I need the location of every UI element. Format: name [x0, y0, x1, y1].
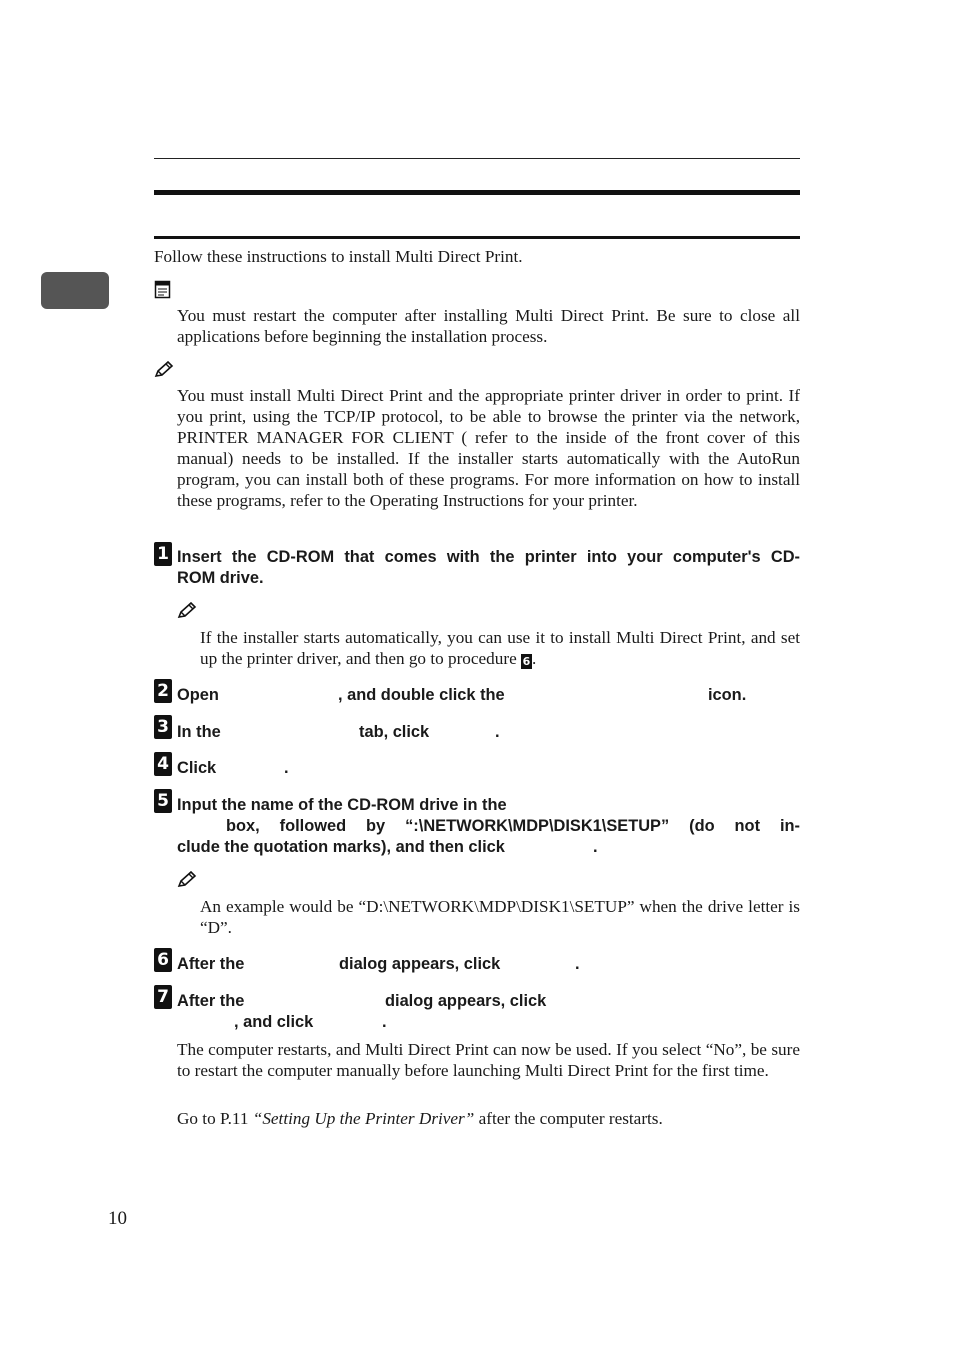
step-text: dialog appears, click — [385, 992, 547, 1010]
step-text: clude the quotation marks), and then click — [177, 838, 505, 856]
step-text: Insert the CD-ROM that comes with the printer into your computer's CD- — [177, 548, 800, 566]
step-text: . — [593, 838, 598, 856]
step-text: , and click — [234, 1013, 314, 1031]
step-number: 2 — [154, 679, 172, 703]
step-number: 1 — [154, 542, 172, 566]
step-number: 6 — [154, 948, 172, 972]
important-text: You must restart the computer after installing Multi Direct Print. Be sure to close all applications before beginning the installation process. — [177, 306, 800, 346]
pencil-note-icon — [177, 602, 197, 620]
note-text: You must install Multi Direct Print and the appropriate printer driver in order to print. If you print, using the TCP/IP protocol, to be able to browse the printer via the network, PRINTER MANAGER FOR CLIENT ( refer to the inside of the front cover of this manual) needs to be installed. If the installer starts automatically with the AutoRun program, you can install both of these programs. For more information on how to install these programs, refer to the Operating Instructions for your printer. — [177, 386, 800, 510]
step-text: Open — [177, 686, 219, 704]
result-text: The computer restarts, and Multi Direct Print can now be used. If you select “No”, be sure to restart the computer manually before launching Multi Direct Print for the first time. — [177, 1040, 800, 1080]
intro-text: Follow these instructions to install Multi Direct Print. — [154, 247, 523, 266]
step-text: . — [575, 955, 580, 973]
header-thin-rule — [154, 158, 800, 159]
chapter-tab — [41, 272, 109, 309]
memo-icon — [154, 279, 172, 299]
step-text: After the — [177, 992, 245, 1010]
step-text: Input the name of the CD-ROM drive in the — [177, 796, 507, 814]
step-text: , and double click the — [338, 686, 505, 704]
step-number: 5 — [154, 789, 172, 813]
procedure-reference: 6 — [522, 655, 531, 668]
header-thick-rule — [154, 190, 800, 195]
step-text: . — [382, 1013, 387, 1031]
step-text: . — [284, 759, 289, 777]
step-text: box, followed by “:\NETWORK\MDP\DISK1\SETUP” (do not in- — [226, 817, 800, 835]
step-number: 3 — [154, 715, 172, 739]
step-text: In the — [177, 723, 221, 741]
step-number: 4 — [154, 752, 172, 776]
step-note: If the installer starts automatically, you can use it to install Multi Direct Print, and set up the printer driver, and then go to procedure 6. — [200, 628, 800, 668]
pencil-note-icon — [154, 361, 174, 379]
step-text: ROM drive. — [177, 569, 264, 587]
step-text: tab, click — [359, 723, 430, 741]
reference-link[interactable]: “Setting Up the Printer Driver” — [252, 1109, 475, 1128]
step-text: Click — [177, 759, 217, 777]
page-number: 10 — [108, 1208, 127, 1229]
step-text: icon. — [708, 686, 747, 704]
step-note: An example would be “D:\NETWORK\MDP\DISK1\SETUP” when the drive letter is “D”. — [200, 897, 800, 937]
section-rule — [154, 236, 800, 239]
step-text: After the — [177, 955, 245, 973]
pencil-note-icon — [177, 871, 197, 889]
step-text: dialog appears, click — [339, 955, 501, 973]
cross-reference: Go to P.11 “Setting Up the Printer Driver” after the computer restarts. — [177, 1109, 663, 1128]
step-number: 7 — [154, 985, 172, 1009]
step-text: . — [495, 723, 500, 741]
